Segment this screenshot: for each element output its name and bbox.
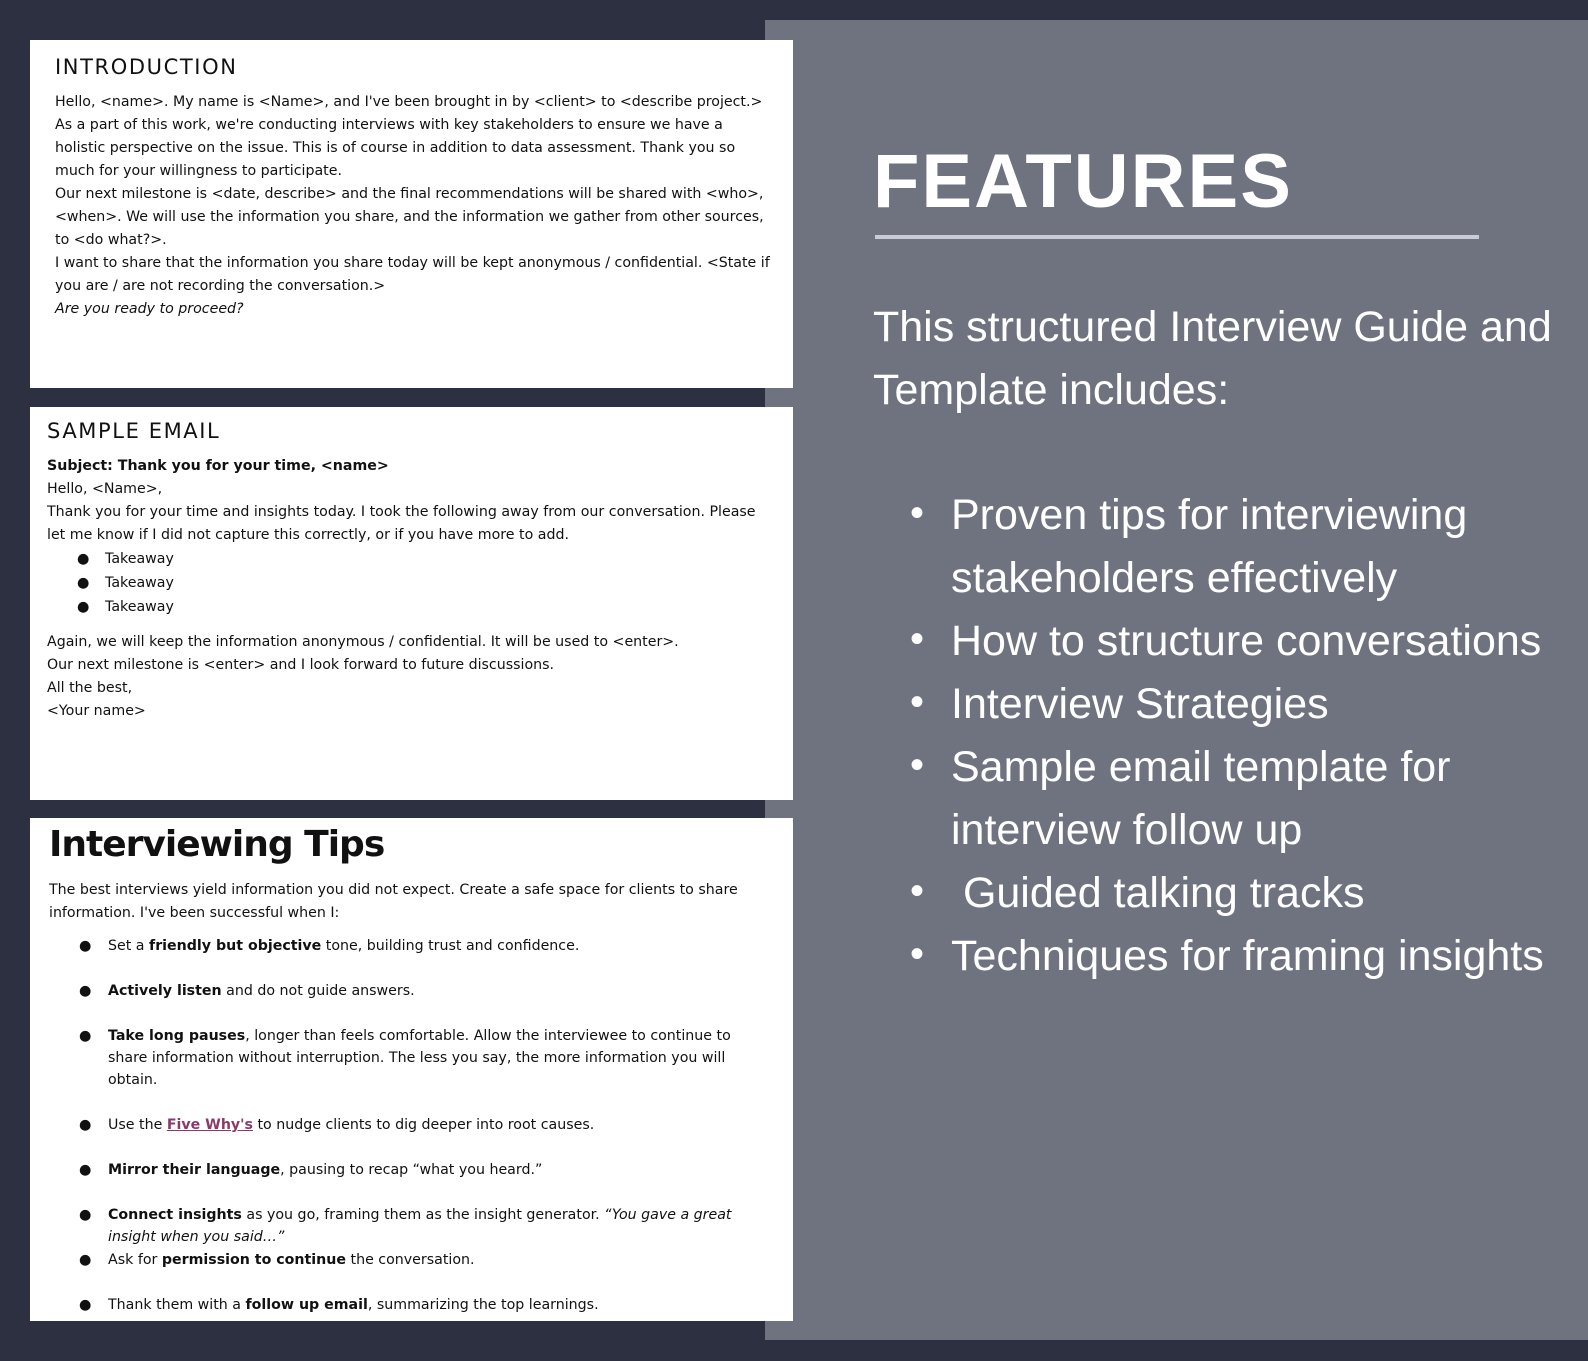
bullet-icon: ● xyxy=(77,575,90,591)
list-item xyxy=(79,935,773,957)
email-greeting: Hello, <Name>, xyxy=(47,481,163,497)
bullet-icon: ● xyxy=(77,599,90,615)
tip-text: Use the xyxy=(108,1117,167,1133)
email-signoff: All the best, xyxy=(47,680,133,696)
bullet-icon: • xyxy=(910,680,925,724)
list-item xyxy=(75,571,773,595)
intro-purpose: As a part of this work, we're conducting interviews with key stakeholders to ensure we have a holistic perspective on the issue. This is of course in addition to data assessment. Thank you so much for your willingness to participate. xyxy=(55,117,736,179)
interviewing-tips-card xyxy=(30,818,793,1321)
list-item xyxy=(79,1294,773,1316)
tip-text: Set a xyxy=(108,938,150,954)
email-milestone: Our next milestone is <enter> and I look forward to future discussions. xyxy=(47,657,555,673)
bullet-icon: ● xyxy=(77,551,90,567)
tip-text: Ask for xyxy=(108,1252,162,1268)
sample-email-card xyxy=(30,407,793,800)
list-item xyxy=(79,1204,773,1248)
takeaway-list xyxy=(47,547,773,619)
bullet-icon: • xyxy=(910,869,925,913)
list-item xyxy=(910,484,1570,610)
feature-text: Guided talking tracks xyxy=(951,869,1365,917)
bullet-icon: ● xyxy=(79,1117,92,1133)
tip-text: , summarizing the top learnings. xyxy=(367,1297,599,1313)
list-item xyxy=(910,736,1570,862)
list-item xyxy=(79,1249,773,1271)
introduction-heading: INTRODUCTION xyxy=(55,55,238,79)
email-signature: <Your name> xyxy=(47,703,146,719)
features-intro: This structured Interview Guide and Template includes: xyxy=(873,303,1552,414)
list-item xyxy=(910,925,1570,988)
tip-emphasis: friendly but objective xyxy=(149,938,322,954)
bullet-icon: ● xyxy=(79,1162,92,1178)
bullet-icon: • xyxy=(910,617,925,661)
feature-text: Interview Strategies xyxy=(951,680,1329,728)
tip-emphasis: follow up email xyxy=(245,1297,368,1313)
tip-emphasis: Take long pauses xyxy=(108,1028,246,1044)
list-item xyxy=(910,610,1570,673)
intro-confidentiality: I want to share that the information you share today will be kept anonymous / confidential. <State if you are / are not recording the conversation.> xyxy=(55,255,770,294)
features-title: FEATURES xyxy=(873,139,1293,224)
feature-text: How to structure conversations xyxy=(951,617,1542,665)
tip-emphasis: Actively listen xyxy=(108,983,222,999)
email-subject: Subject: Thank you for your time, <name> xyxy=(47,458,389,474)
feature-text: Techniques for framing insights xyxy=(951,932,1544,980)
tip-text: to nudge clients to dig deeper into root causes. xyxy=(252,1117,595,1133)
tip-text: , longer than feels comfortable. Allow the interviewee to continue to share information without interruption. The less you say, the more information you will obtain. xyxy=(108,1028,731,1088)
bullet-icon: ● xyxy=(79,1207,92,1223)
tip-text: as you go, framing them as the insight generator. xyxy=(241,1207,605,1223)
tips-intro: The best interviews yield information you did not expect. Create a safe space for clients to share information. I've been successful when I: xyxy=(49,882,738,921)
list-item xyxy=(79,1114,773,1136)
sample-email-heading: SAMPLE EMAIL xyxy=(47,419,221,443)
bullet-icon: • xyxy=(910,743,925,787)
feature-text: Proven tips for interviewing stakeholders effectively xyxy=(951,491,1468,602)
features-list xyxy=(910,484,1570,988)
tip-text: Thank them with a xyxy=(108,1297,246,1313)
email-body: Thank you for your time and insights today. I took the following away from our conversation. Please let me know if I did not capture this correctly, or if you have more to add. xyxy=(47,504,756,543)
list-item xyxy=(910,862,1570,925)
intro-greeting: Hello, <name>. My name is <Name>, and I've been brought in by <client> to <describe project.> xyxy=(55,94,763,110)
list-item xyxy=(910,673,1570,736)
takeaway-text: Takeaway xyxy=(105,575,174,591)
list-item xyxy=(79,980,773,1002)
email-confidentiality: Again, we will keep the information anonymous / confidential. It will be used to <enter>. xyxy=(47,634,679,650)
takeaway-text: Takeaway xyxy=(105,599,174,615)
bullet-icon: ● xyxy=(79,1028,92,1044)
bullet-icon: • xyxy=(910,932,925,976)
bullet-icon: ● xyxy=(79,1252,92,1268)
list-item xyxy=(79,1025,773,1091)
tip-text: the conversation. xyxy=(346,1252,475,1268)
bullet-icon: ● xyxy=(79,983,92,999)
list-item xyxy=(75,595,773,619)
tip-emphasis: Connect insights xyxy=(108,1207,242,1223)
introduction-card xyxy=(30,40,793,388)
tips-title: Interviewing Tips xyxy=(49,824,385,865)
tip-text: tone, building trust and confidence. xyxy=(321,938,580,954)
tip-text: and do not guide answers. xyxy=(221,983,415,999)
bullet-icon: • xyxy=(910,491,925,535)
features-divider xyxy=(875,235,1479,239)
list-item xyxy=(79,1159,773,1181)
tip-emphasis: permission to continue xyxy=(161,1252,346,1268)
tips-list xyxy=(49,935,773,1316)
intro-closing-question: Are you ready to proceed? xyxy=(55,301,244,317)
feature-text: Sample email template for interview follow up xyxy=(951,743,1451,854)
list-item xyxy=(75,547,773,571)
takeaway-text: Takeaway xyxy=(105,551,174,567)
five-whys-link[interactable]: Five Why's xyxy=(166,1117,253,1133)
bullet-icon: ● xyxy=(79,1297,92,1313)
tip-text: , pausing to recap “what you heard.” xyxy=(280,1162,543,1178)
intro-milestone: Our next milestone is <date, describe> and the final recommendations will be shared with <who>, <when>. We will use the information you share, and the information we gather from other sources, to <do what?>. xyxy=(55,186,764,248)
tip-emphasis: Mirror their language xyxy=(108,1162,281,1178)
tip-quote: “You gave a great insight when you said…” xyxy=(108,1207,732,1245)
bullet-icon: ● xyxy=(79,938,92,954)
